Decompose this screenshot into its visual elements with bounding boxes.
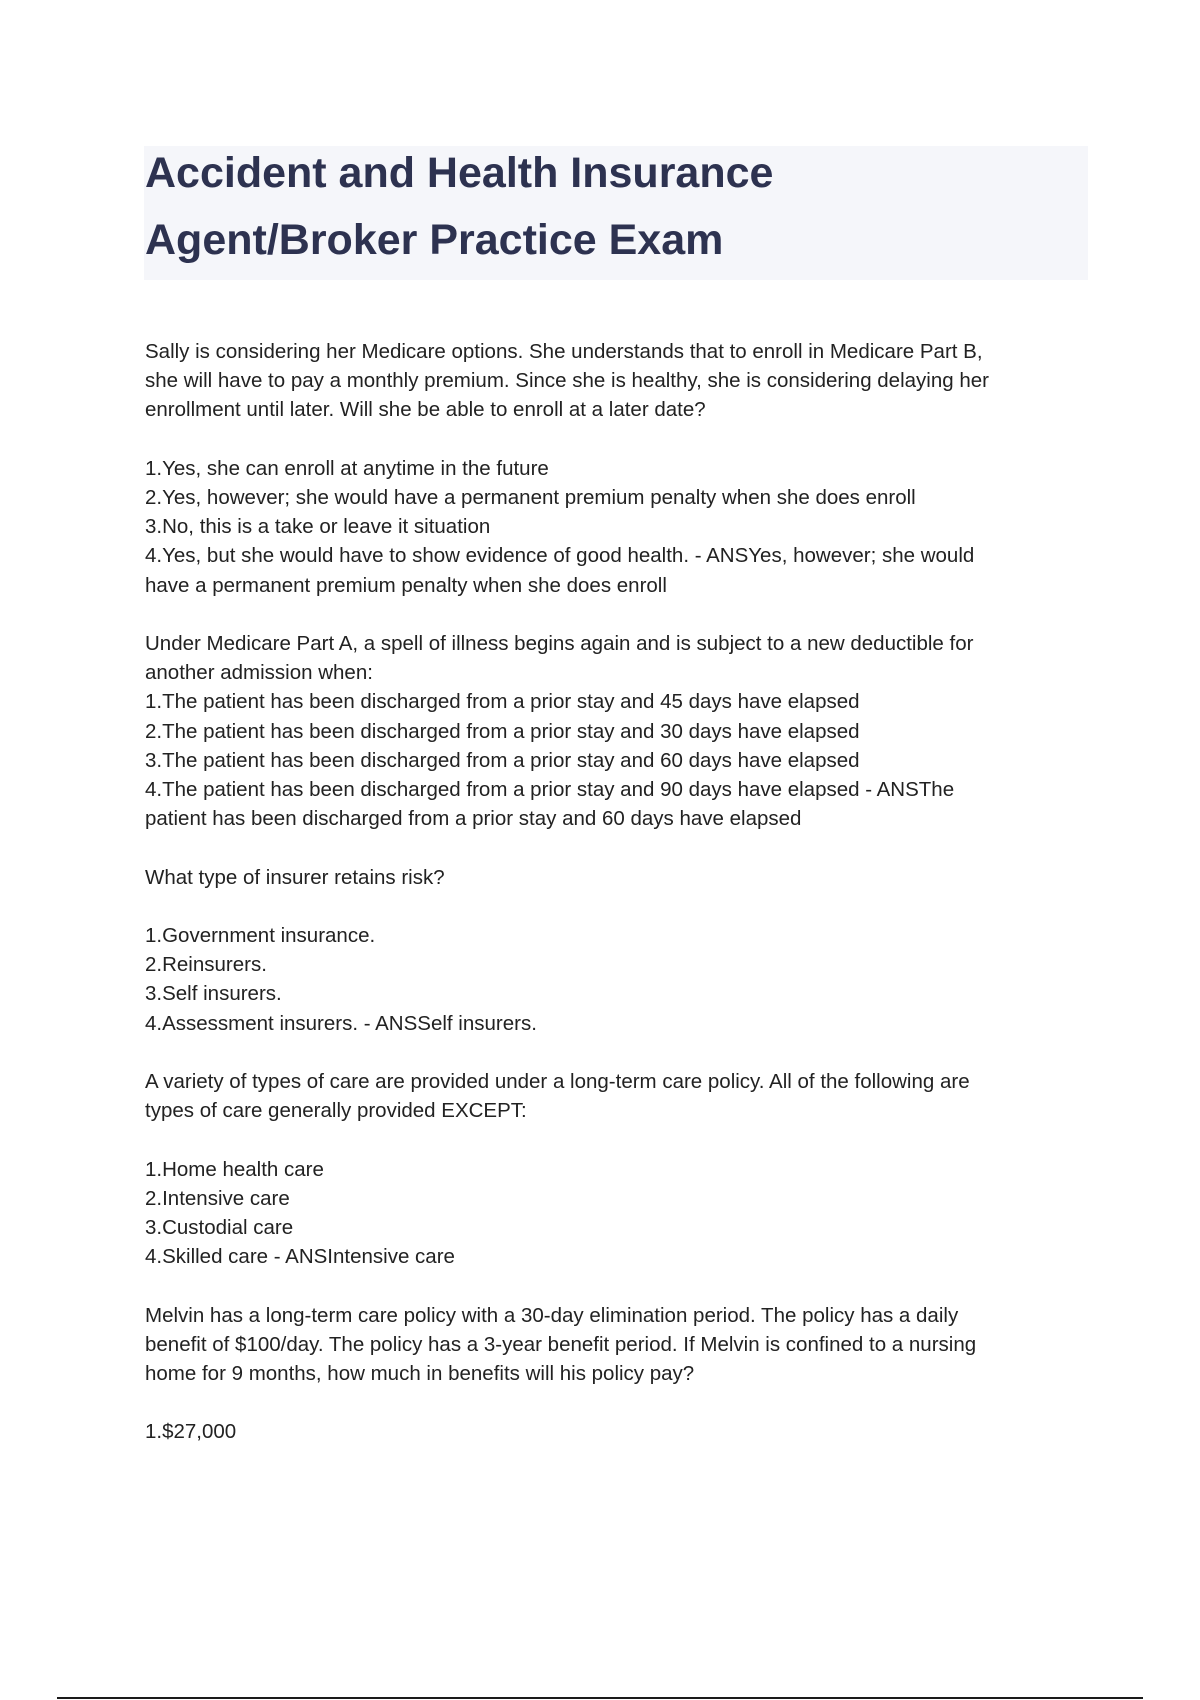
question-stem-line: she will have to pay a monthly premium. Since she is healthy, she is considering delaying her	[145, 369, 989, 393]
question-stem-line: A variety of types of care are provided under a long-term care policy. All of the following are	[145, 1070, 970, 1093]
answer-option: 4.The patient has been discharged from a prior stay and 90 days have elapsed - ANSThe	[145, 778, 955, 802]
question-1	[145, 337, 1090, 600]
question-stem-line: home for 9 months, how much in benefits will his policy pay?	[145, 1362, 695, 1385]
question-5	[145, 1301, 1090, 1447]
answer-option: patient has been discharged from a prior stay and 60 days have elapsed	[145, 807, 802, 831]
question-stem-line: What type of insurer retains risk?	[145, 865, 445, 889]
question-stem-line: Sally is considering her Medicare options. She understands that to enroll in Medicare Part B,	[145, 340, 983, 363]
answer-option: 4.Yes, but she would have to show evidence of good health. - ANSYes, however; she would	[145, 544, 975, 568]
answer-option: 2.Intensive care	[145, 1186, 290, 1210]
answer-option: 4.Assessment insurers. - ANSSelf insurers.	[145, 1011, 537, 1035]
question-stem-line: Melvin has a long-term care policy with a 30-day elimination period. The policy has a daily	[145, 1303, 959, 1327]
page-title-line-2: Agent/Broker Practice Exam	[145, 216, 724, 264]
question-3	[145, 863, 1090, 1038]
answer-option: 3.Self insurers.	[145, 982, 282, 1006]
answer-option: 1.The patient has been discharged from a prior stay and 45 days have elapsed	[145, 690, 860, 714]
answer-option: 3.No, this is a take or leave it situation	[145, 515, 491, 539]
footer-divider	[57, 1697, 1143, 1699]
question-2	[145, 629, 1090, 833]
question-4	[145, 1067, 1090, 1271]
question-stem-line: enrollment until later. Will she be able to enroll at a later date?	[145, 398, 706, 422]
question-stem-line: types of care generally provided EXCEPT:	[145, 1099, 527, 1123]
answer-option: 3.The patient has been discharged from a prior stay and 60 days have elapsed	[145, 748, 860, 772]
answer-option: have a permanent premium penalty when she does enroll	[145, 573, 667, 597]
page-title-line-1: Accident and Health Insurance	[145, 149, 774, 197]
question-stem-line: another admission when:	[145, 661, 373, 685]
answer-option: 1.$27,000	[145, 1420, 237, 1444]
exam-content	[145, 337, 1090, 1447]
answer-option: 2.Yes, however; she would have a permanent premium penalty when she does enroll	[145, 486, 916, 509]
question-stem-line: Under Medicare Part A, a spell of illness begins again and is subject to a new deductible for	[145, 632, 974, 655]
answer-option: 2.Reinsurers.	[145, 953, 267, 977]
answer-option: 1.Government insurance.	[145, 924, 376, 947]
answer-option: 3.Custodial care	[145, 1216, 294, 1239]
question-stem-line: benefit of $100/day. The policy has a 3-year benefit period. If Melvin is confined to a nursing	[145, 1332, 977, 1356]
answer-option: 4.Skilled care - ANSIntensive care	[145, 1245, 455, 1269]
answer-option: 2.The patient has been discharged from a prior stay and 30 days have elapsed	[145, 719, 860, 743]
answer-option: 1.Yes, she can enroll at anytime in the future	[145, 456, 549, 480]
answer-option: 1.Home health care	[145, 1157, 324, 1181]
